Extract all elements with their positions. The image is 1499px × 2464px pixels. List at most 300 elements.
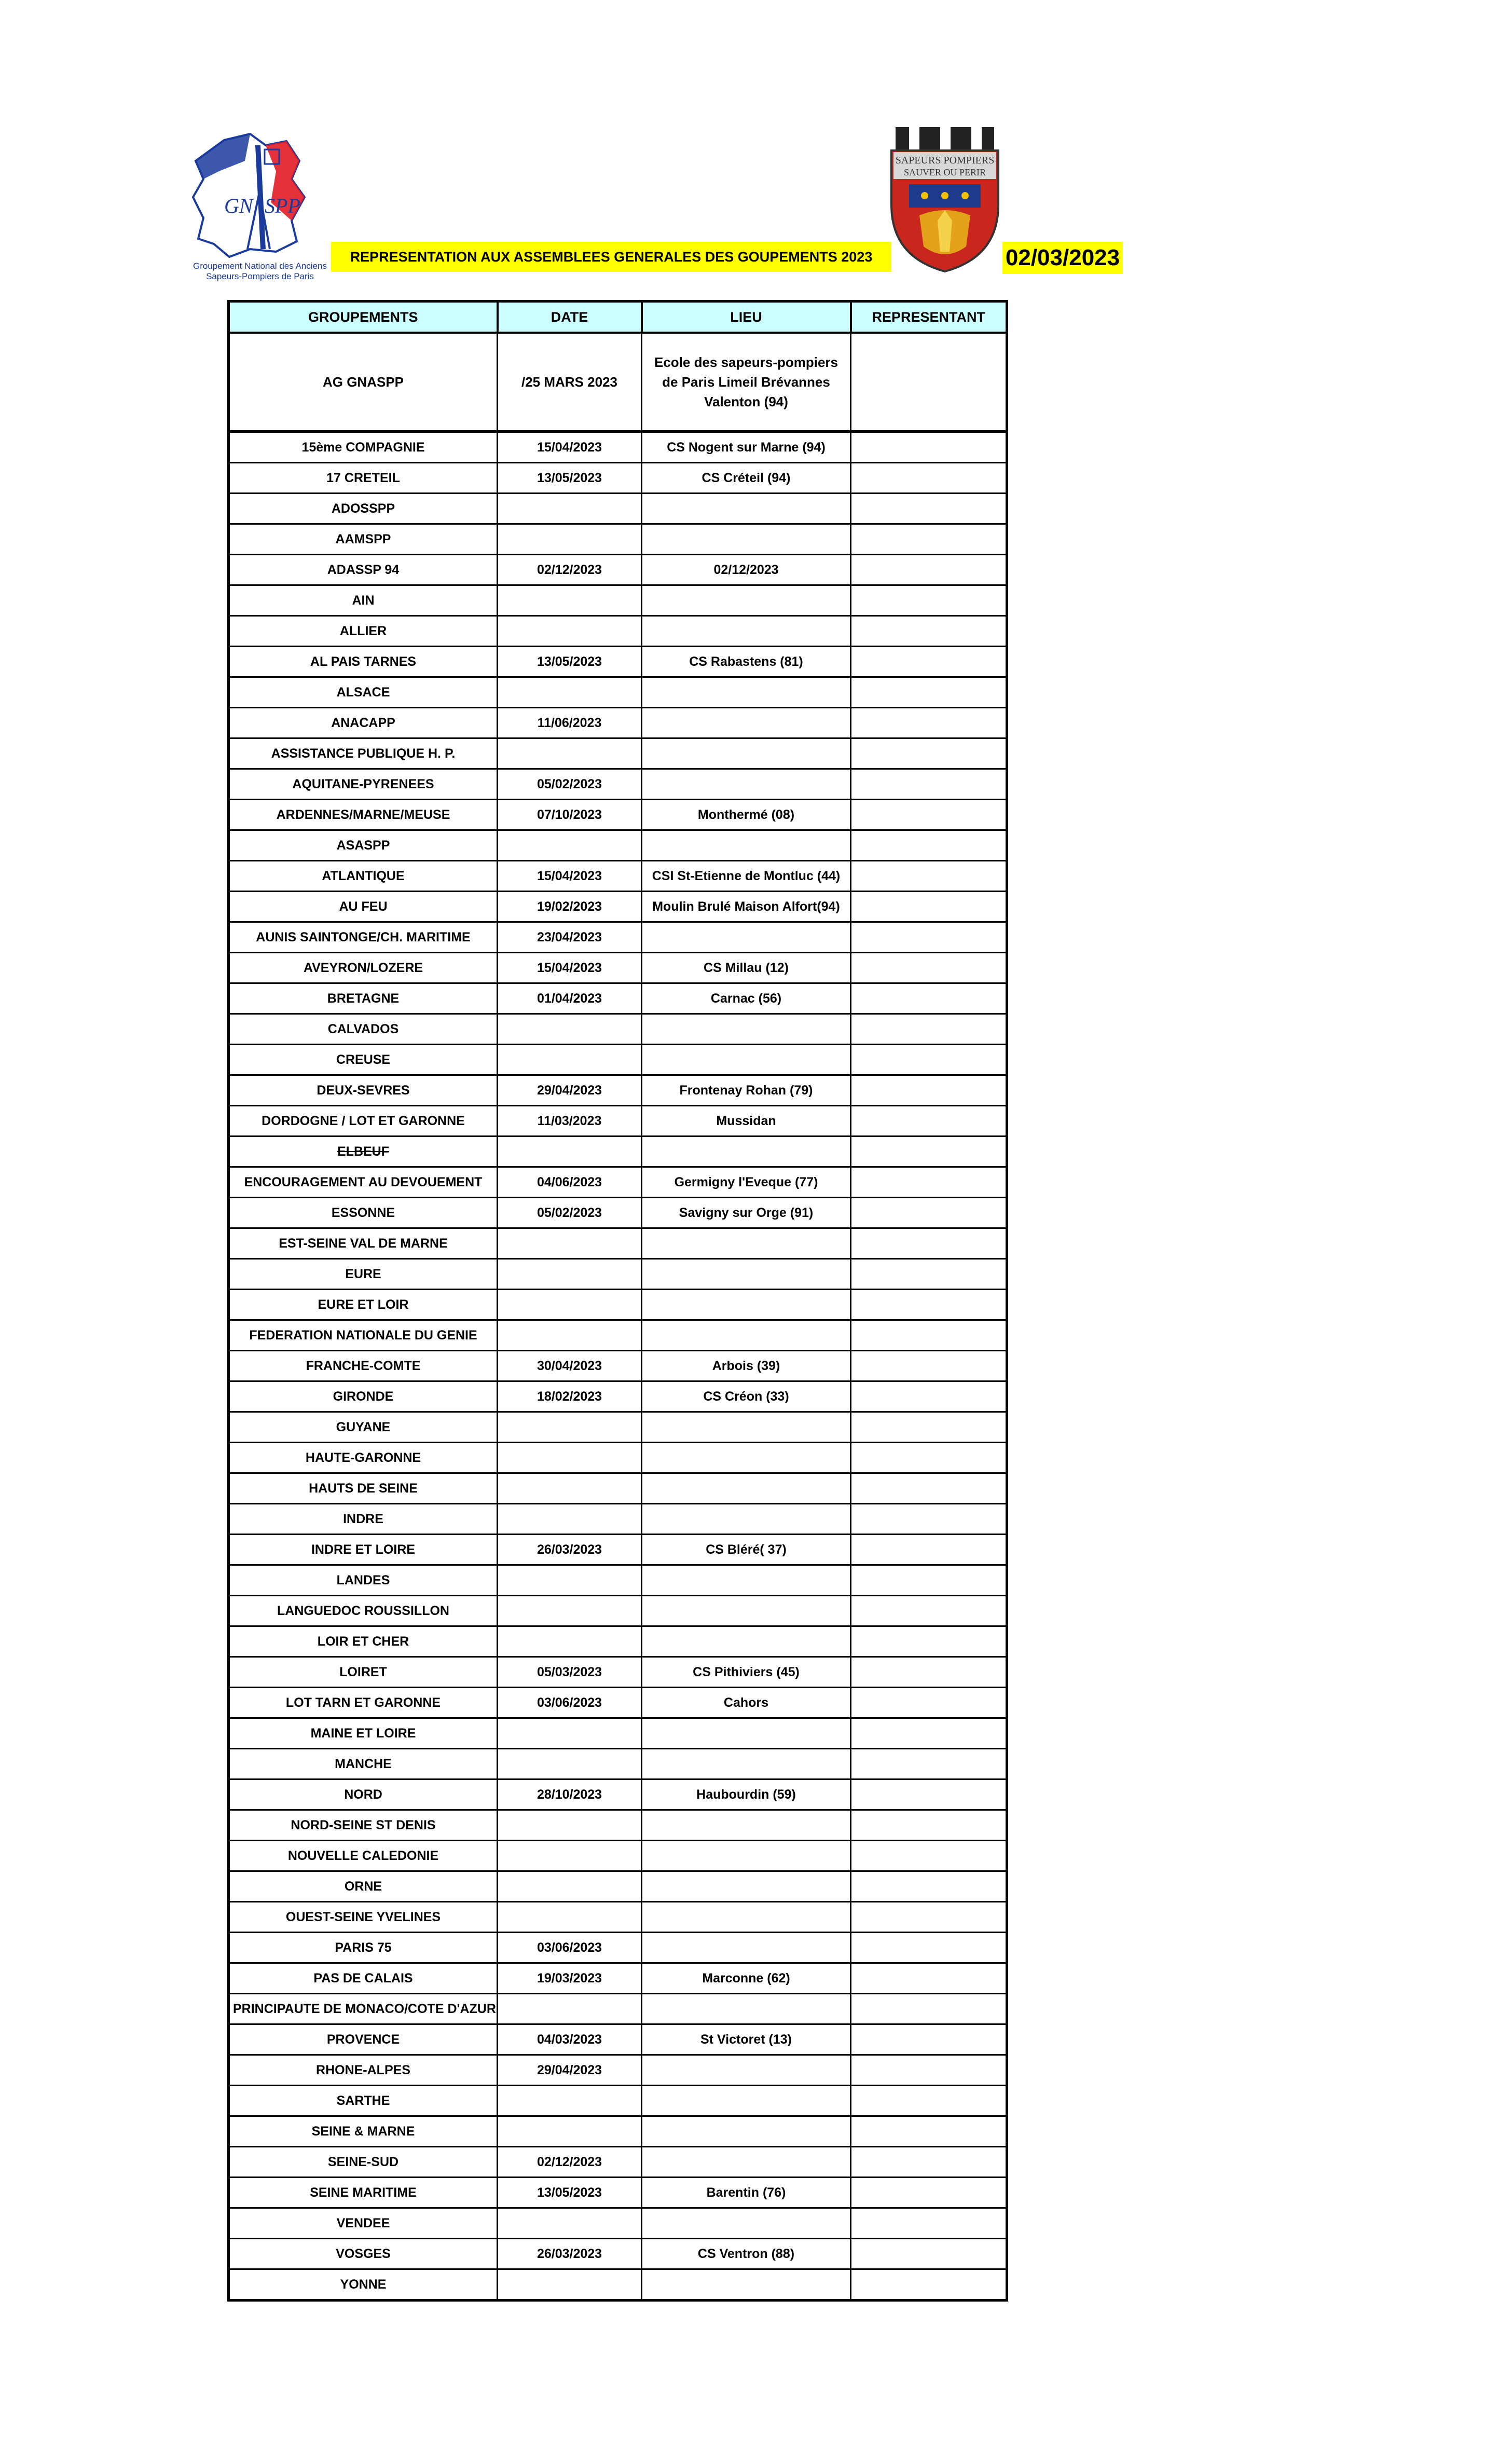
- cell-date: [498, 1596, 642, 1626]
- cell-date: 13/05/2023: [498, 2178, 642, 2208]
- cell-representant: [851, 1994, 1007, 2024]
- cell-lieu: [642, 677, 851, 708]
- cell-date: [498, 1841, 642, 1871]
- cell-groupement: GUYANE: [229, 1412, 498, 1443]
- cell-date: [498, 1443, 642, 1473]
- cell-groupement: BRETAGNE: [229, 983, 498, 1014]
- cell-date: [498, 1045, 642, 1075]
- cell-groupement: ELBEUF: [229, 1137, 498, 1167]
- cell-date: [498, 2269, 642, 2301]
- cell-lieu: [642, 1718, 851, 1749]
- table-row: [229, 1290, 1007, 1320]
- cell-date: [498, 2116, 642, 2147]
- cell-lieu: Germigny l'Eveque (77): [642, 1167, 851, 1198]
- cell-groupement: VENDEE: [229, 2208, 498, 2239]
- logo-subtitle-line1: Groupement National des Anciens: [193, 261, 327, 271]
- table-row: [229, 1933, 1007, 1963]
- cell-representant: [851, 800, 1007, 830]
- cell-date: 13/05/2023: [498, 463, 642, 494]
- cell-groupement: ADOSSPP: [229, 494, 498, 524]
- cell-representant: [851, 830, 1007, 861]
- cell-date: [498, 1320, 642, 1351]
- cell-representant: [851, 463, 1007, 494]
- cell-representant: [851, 1106, 1007, 1137]
- cell-date: 19/03/2023: [498, 1963, 642, 1994]
- table-row: [229, 463, 1007, 494]
- cell-representant: [851, 1749, 1007, 1779]
- cell-groupement: OUEST-SEINE YVELINES: [229, 1902, 498, 1933]
- cell-date: 30/04/2023: [498, 1351, 642, 1381]
- cell-date: [498, 1749, 642, 1779]
- cell-representant: [851, 2147, 1007, 2178]
- cell-representant: [851, 1688, 1007, 1718]
- cell-groupement: AAMSPP: [229, 524, 498, 555]
- cell-lieu: [642, 1473, 851, 1504]
- cell-lieu: [642, 1137, 851, 1167]
- cell-lieu: St Victoret (13): [642, 2024, 851, 2055]
- table-row: [229, 2239, 1007, 2269]
- table-row: [229, 2178, 1007, 2208]
- cell-lieu: [642, 1749, 851, 1779]
- cell-representant: [851, 1902, 1007, 1933]
- cell-lieu: [642, 616, 851, 647]
- table-row: [229, 333, 1007, 432]
- cell-lieu: [642, 1259, 851, 1290]
- cell-representant: [851, 1290, 1007, 1320]
- cell-representant: [851, 647, 1007, 677]
- cell-lieu: CS Créteil (94): [642, 463, 851, 494]
- cell-groupement: NOUVELLE CALEDONIE: [229, 1841, 498, 1871]
- cell-lieu: Frontenay Rohan (79): [642, 1075, 851, 1106]
- table-row: [229, 1351, 1007, 1381]
- cell-date: 29/04/2023: [498, 2055, 642, 2086]
- crest-motto-line1: SAPEURS POMPIERS: [895, 155, 995, 166]
- cell-representant: [851, 892, 1007, 922]
- cell-lieu: [642, 2055, 851, 2086]
- cell-date: 01/04/2023: [498, 983, 642, 1014]
- table-row: [229, 1963, 1007, 1994]
- cell-groupement: ASSISTANCE PUBLIQUE H. P.: [229, 738, 498, 769]
- cell-groupement: MAINE ET LOIRE: [229, 1718, 498, 1749]
- table-row: [229, 1045, 1007, 1075]
- table-row: [229, 1228, 1007, 1259]
- cell-groupement: ASASPP: [229, 830, 498, 861]
- cell-representant: [851, 2024, 1007, 2055]
- cell-representant: [851, 2116, 1007, 2147]
- cell-representant: [851, 1259, 1007, 1290]
- cell-groupement: DORDOGNE / LOT ET GARONNE: [229, 1106, 498, 1137]
- table-body: [229, 333, 1007, 2301]
- cell-groupement: EST-SEINE VAL DE MARNE: [229, 1228, 498, 1259]
- table-row: [229, 1841, 1007, 1871]
- cell-lieu: Ecole des sapeurs-pompiers de Paris Limeil Brévannes Valenton (94): [642, 333, 851, 432]
- cell-groupement: ORNE: [229, 1871, 498, 1902]
- cell-groupement: ATLANTIQUE: [229, 861, 498, 892]
- cell-lieu: [642, 1412, 851, 1443]
- cell-representant: [851, 1167, 1007, 1198]
- cell-lieu: [642, 708, 851, 738]
- cell-representant: [851, 1871, 1007, 1902]
- cell-representant: [851, 585, 1007, 616]
- cell-groupement: RHONE-ALPES: [229, 2055, 498, 2086]
- table-row: [229, 1994, 1007, 2024]
- cell-groupement: AQUITANE-PYRENEES: [229, 769, 498, 800]
- assemblies-table: [227, 300, 1008, 2302]
- cell-date: [498, 738, 642, 769]
- cell-representant: [851, 1014, 1007, 1045]
- cell-date: [498, 1290, 642, 1320]
- cell-date: [498, 2208, 642, 2239]
- cell-date: 26/03/2023: [498, 2239, 642, 2269]
- column-header-date: DATE: [498, 302, 642, 333]
- cell-date: 18/02/2023: [498, 1381, 642, 1412]
- cell-date: 28/10/2023: [498, 1779, 642, 1810]
- table-row: [229, 677, 1007, 708]
- cell-groupement: PRINCIPAUTE DE MONACO/COTE D'AZUR: [229, 1994, 498, 2024]
- cell-groupement: CREUSE: [229, 1045, 498, 1075]
- table-row: [229, 1749, 1007, 1779]
- cell-lieu: [642, 1565, 851, 1596]
- cell-representant: [851, 1351, 1007, 1381]
- cell-lieu: Haubourdin (59): [642, 1779, 851, 1810]
- cell-groupement: LANGUEDOC ROUSSILLON: [229, 1596, 498, 1626]
- cell-lieu: [642, 2147, 851, 2178]
- cell-representant: [851, 953, 1007, 983]
- cell-groupement: ADASSP 94: [229, 555, 498, 585]
- cell-representant: [851, 1320, 1007, 1351]
- cell-date: [498, 616, 642, 647]
- cell-lieu: Arbois (39): [642, 1351, 851, 1381]
- cell-groupement: AG GNASPP: [229, 333, 498, 432]
- cell-representant: [851, 922, 1007, 953]
- table-row: [229, 494, 1007, 524]
- cell-date: [498, 524, 642, 555]
- cell-lieu: [642, 1810, 851, 1841]
- cell-groupement: VOSGES: [229, 2239, 498, 2269]
- cell-representant: [851, 2269, 1007, 2301]
- table-row: [229, 2147, 1007, 2178]
- table-row: [229, 922, 1007, 953]
- cell-lieu: CS Pithiviers (45): [642, 1657, 851, 1688]
- cell-lieu: [642, 1841, 851, 1871]
- cell-representant: [851, 2239, 1007, 2269]
- cell-date: 02/12/2023: [498, 2147, 642, 2178]
- table-row: [229, 830, 1007, 861]
- cell-groupement: EURE: [229, 1259, 498, 1290]
- table-row: [229, 1657, 1007, 1688]
- column-header-representant: REPRESENTANT: [851, 302, 1007, 333]
- table-row: [229, 1779, 1007, 1810]
- cell-groupement: INDRE ET LOIRE: [229, 1535, 498, 1565]
- cell-date: [498, 1412, 642, 1443]
- cell-date: [498, 1994, 642, 2024]
- cell-representant: [851, 1228, 1007, 1259]
- cell-groupement: SEINE-SUD: [229, 2147, 498, 2178]
- cell-groupement: AU FEU: [229, 892, 498, 922]
- cell-date: 03/06/2023: [498, 1933, 642, 1963]
- cell-groupement: AUNIS SAINTONGE/CH. MARITIME: [229, 922, 498, 953]
- cell-date: 29/04/2023: [498, 1075, 642, 1106]
- cell-lieu: [642, 524, 851, 555]
- cell-representant: [851, 1381, 1007, 1412]
- cell-date: 11/06/2023: [498, 708, 642, 738]
- table-row: [229, 1473, 1007, 1504]
- cell-representant: [851, 1963, 1007, 1994]
- cell-date: 13/05/2023: [498, 647, 642, 677]
- table-row: [229, 1565, 1007, 1596]
- table-row: [229, 1902, 1007, 1933]
- cell-date: 15/04/2023: [498, 953, 642, 983]
- cell-date: [498, 1871, 642, 1902]
- cell-groupement: CALVADOS: [229, 1014, 498, 1045]
- cell-date: [498, 1473, 642, 1504]
- cell-representant: [851, 333, 1007, 432]
- cell-representant: [851, 1535, 1007, 1565]
- cell-representant: [851, 1504, 1007, 1535]
- cell-lieu: [642, 1902, 851, 1933]
- cell-date: [498, 677, 642, 708]
- table-row: [229, 1810, 1007, 1841]
- cell-representant: [851, 1198, 1007, 1228]
- cell-groupement: LOT TARN ET GARONNE: [229, 1688, 498, 1718]
- document-date: 02/03/2023: [1002, 242, 1123, 274]
- cell-date: [498, 494, 642, 524]
- table-row: [229, 1137, 1007, 1167]
- table-row: [229, 616, 1007, 647]
- cell-lieu: Carnac (56): [642, 983, 851, 1014]
- table-row: [229, 861, 1007, 892]
- cell-date: [498, 1228, 642, 1259]
- table-row: [229, 1381, 1007, 1412]
- table-row: [229, 1535, 1007, 1565]
- cell-date: [498, 1810, 642, 1841]
- cell-representant: [851, 1657, 1007, 1688]
- cell-date: 26/03/2023: [498, 1535, 642, 1565]
- cell-date: 05/02/2023: [498, 1198, 642, 1228]
- table-row: [229, 1596, 1007, 1626]
- table-row: [229, 953, 1007, 983]
- cell-representant: [851, 524, 1007, 555]
- cell-lieu: [642, 1994, 851, 2024]
- cell-groupement: AIN: [229, 585, 498, 616]
- cell-representant: [851, 769, 1007, 800]
- cell-date: [498, 1565, 642, 1596]
- crest-motto-line2: SAUVER OU PERIR: [903, 167, 986, 177]
- cell-lieu: CS Rabastens (81): [642, 647, 851, 677]
- logo-subtitle-line2: Sapeurs-Pompiers de Paris: [206, 271, 314, 281]
- table-row: [229, 2208, 1007, 2239]
- cell-date: [498, 1014, 642, 1045]
- cell-date: 05/02/2023: [498, 769, 642, 800]
- table-row: [229, 2269, 1007, 2301]
- cell-representant: [851, 494, 1007, 524]
- cell-representant: [851, 555, 1007, 585]
- cell-lieu: Savigny sur Orge (91): [642, 1198, 851, 1228]
- cell-groupement: SEINE & MARNE: [229, 2116, 498, 2147]
- column-header-groupements: GROUPEMENTS: [229, 302, 498, 333]
- cell-lieu: [642, 1290, 851, 1320]
- cell-lieu: CS Millau (12): [642, 953, 851, 983]
- cell-lieu: [642, 1504, 851, 1535]
- table-row: [229, 1167, 1007, 1198]
- cell-representant: [851, 1626, 1007, 1657]
- cell-lieu: [642, 494, 851, 524]
- table-row: [229, 2024, 1007, 2055]
- cell-lieu: CS Ventron (88): [642, 2239, 851, 2269]
- cell-groupement: SARTHE: [229, 2086, 498, 2116]
- table-row: [229, 585, 1007, 616]
- cell-lieu: [642, 922, 851, 953]
- cell-groupement: ARDENNES/MARNE/MEUSE: [229, 800, 498, 830]
- cell-lieu: [642, 738, 851, 769]
- cell-representant: [851, 2086, 1007, 2116]
- table-row: [229, 432, 1007, 463]
- table-row: [229, 524, 1007, 555]
- table-row: [229, 1106, 1007, 1137]
- cell-groupement: FRANCHE-COMTE: [229, 1351, 498, 1381]
- cell-lieu: [642, 769, 851, 800]
- sapeurs-pompiers-crest: [888, 127, 1001, 272]
- cell-representant: [851, 861, 1007, 892]
- cell-groupement: ESSONNE: [229, 1198, 498, 1228]
- table-row: [229, 892, 1007, 922]
- table-row: [229, 738, 1007, 769]
- cell-groupement: NORD-SEINE ST DENIS: [229, 1810, 498, 1841]
- cell-lieu: [642, 1871, 851, 1902]
- svg-text:GN: GN: [224, 194, 253, 217]
- cell-representant: [851, 1596, 1007, 1626]
- cell-representant: [851, 1779, 1007, 1810]
- table-row: [229, 708, 1007, 738]
- cell-date: 05/03/2023: [498, 1657, 642, 1688]
- cell-lieu: Monthermé (08): [642, 800, 851, 830]
- table-row: [229, 2116, 1007, 2147]
- gnaspp-logo: [188, 130, 332, 283]
- cell-groupement: INDRE: [229, 1504, 498, 1535]
- cell-lieu: Barentin (76): [642, 2178, 851, 2208]
- cell-groupement: HAUTS DE SEINE: [229, 1473, 498, 1504]
- cell-date: [498, 830, 642, 861]
- cell-date: [498, 1902, 642, 1933]
- cell-lieu: CSI St-Etienne de Montluc (44): [642, 861, 851, 892]
- cell-representant: [851, 2055, 1007, 2086]
- cell-date: 04/03/2023: [498, 2024, 642, 2055]
- cell-date: 15/04/2023: [498, 432, 642, 463]
- cell-representant: [851, 1045, 1007, 1075]
- cell-date: [498, 1626, 642, 1657]
- table-header-row: [229, 302, 1007, 333]
- cell-representant: [851, 1412, 1007, 1443]
- cell-lieu: CS Bléré( 37): [642, 1535, 851, 1565]
- cell-date: 07/10/2023: [498, 800, 642, 830]
- cell-representant: [851, 708, 1007, 738]
- table-row: [229, 769, 1007, 800]
- column-header-lieu: LIEU: [642, 302, 851, 333]
- cell-groupement: 15ème COMPAGNIE: [229, 432, 498, 463]
- svg-text:SPP: SPP: [265, 194, 300, 217]
- cell-lieu: Moulin Brulé Maison Alfort(94): [642, 892, 851, 922]
- cell-groupement: AVEYRON/LOZERE: [229, 953, 498, 983]
- table-row: [229, 1259, 1007, 1290]
- table-row: [229, 1443, 1007, 1473]
- table-row: [229, 1504, 1007, 1535]
- cell-lieu: [642, 1933, 851, 1963]
- cell-groupement: SEINE MARITIME: [229, 2178, 498, 2208]
- cell-date: 23/04/2023: [498, 922, 642, 953]
- cell-date: 02/12/2023: [498, 555, 642, 585]
- cell-lieu: CS Nogent sur Marne (94): [642, 432, 851, 463]
- cell-date: [498, 585, 642, 616]
- cell-representant: [851, 1137, 1007, 1167]
- cell-date: 03/06/2023: [498, 1688, 642, 1718]
- cell-lieu: [642, 1596, 851, 1626]
- cell-groupement: PROVENCE: [229, 2024, 498, 2055]
- cell-date: 15/04/2023: [498, 861, 642, 892]
- table-row: [229, 1718, 1007, 1749]
- cell-groupement: ANACAPP: [229, 708, 498, 738]
- cell-date: 11/03/2023: [498, 1106, 642, 1137]
- table-row: [229, 1688, 1007, 1718]
- table-row: [229, 800, 1007, 830]
- cell-lieu: [642, 1014, 851, 1045]
- cell-representant: [851, 738, 1007, 769]
- cell-lieu: [642, 2269, 851, 2301]
- cell-lieu: 02/12/2023: [642, 555, 851, 585]
- table-row: [229, 1075, 1007, 1106]
- cell-date: [498, 1718, 642, 1749]
- table-row: [229, 647, 1007, 677]
- cell-groupement: LOIR ET CHER: [229, 1626, 498, 1657]
- cell-lieu: Mussidan: [642, 1106, 851, 1137]
- cell-representant: [851, 983, 1007, 1014]
- table-row: [229, 1412, 1007, 1443]
- cell-groupement: 17 CRETEIL: [229, 463, 498, 494]
- cell-lieu: [642, 1045, 851, 1075]
- cell-representant: [851, 677, 1007, 708]
- cell-lieu: Cahors: [642, 1688, 851, 1718]
- cell-groupement: LANDES: [229, 1565, 498, 1596]
- cell-representant: [851, 1075, 1007, 1106]
- cell-date: 04/06/2023: [498, 1167, 642, 1198]
- cell-lieu: [642, 2116, 851, 2147]
- cell-groupement: YONNE: [229, 2269, 498, 2301]
- cell-representant: [851, 2208, 1007, 2239]
- cell-representant: [851, 2178, 1007, 2208]
- table-row: [229, 1320, 1007, 1351]
- cell-groupement: GIRONDE: [229, 1381, 498, 1412]
- cell-date: [498, 2086, 642, 2116]
- cell-groupement: AL PAIS TARNES: [229, 647, 498, 677]
- table-row: [229, 1014, 1007, 1045]
- cell-groupement: ENCOURAGEMENT AU DEVOUEMENT: [229, 1167, 498, 1198]
- cell-lieu: [642, 1320, 851, 1351]
- cell-lieu: [642, 2208, 851, 2239]
- cell-representant: [851, 616, 1007, 647]
- cell-representant: [851, 1718, 1007, 1749]
- cell-representant: [851, 1443, 1007, 1473]
- cell-representant: [851, 1565, 1007, 1596]
- table-row: [229, 1198, 1007, 1228]
- cell-lieu: [642, 2086, 851, 2116]
- cell-groupement: NORD: [229, 1779, 498, 1810]
- cell-date: [498, 1137, 642, 1167]
- cell-date: /25 MARS 2023: [498, 333, 642, 432]
- cell-groupement: PAS DE CALAIS: [229, 1963, 498, 1994]
- table-row: [229, 1871, 1007, 1902]
- cell-representant: [851, 1841, 1007, 1871]
- cell-representant: [851, 1810, 1007, 1841]
- cell-groupement: FEDERATION NATIONALE DU GENIE: [229, 1320, 498, 1351]
